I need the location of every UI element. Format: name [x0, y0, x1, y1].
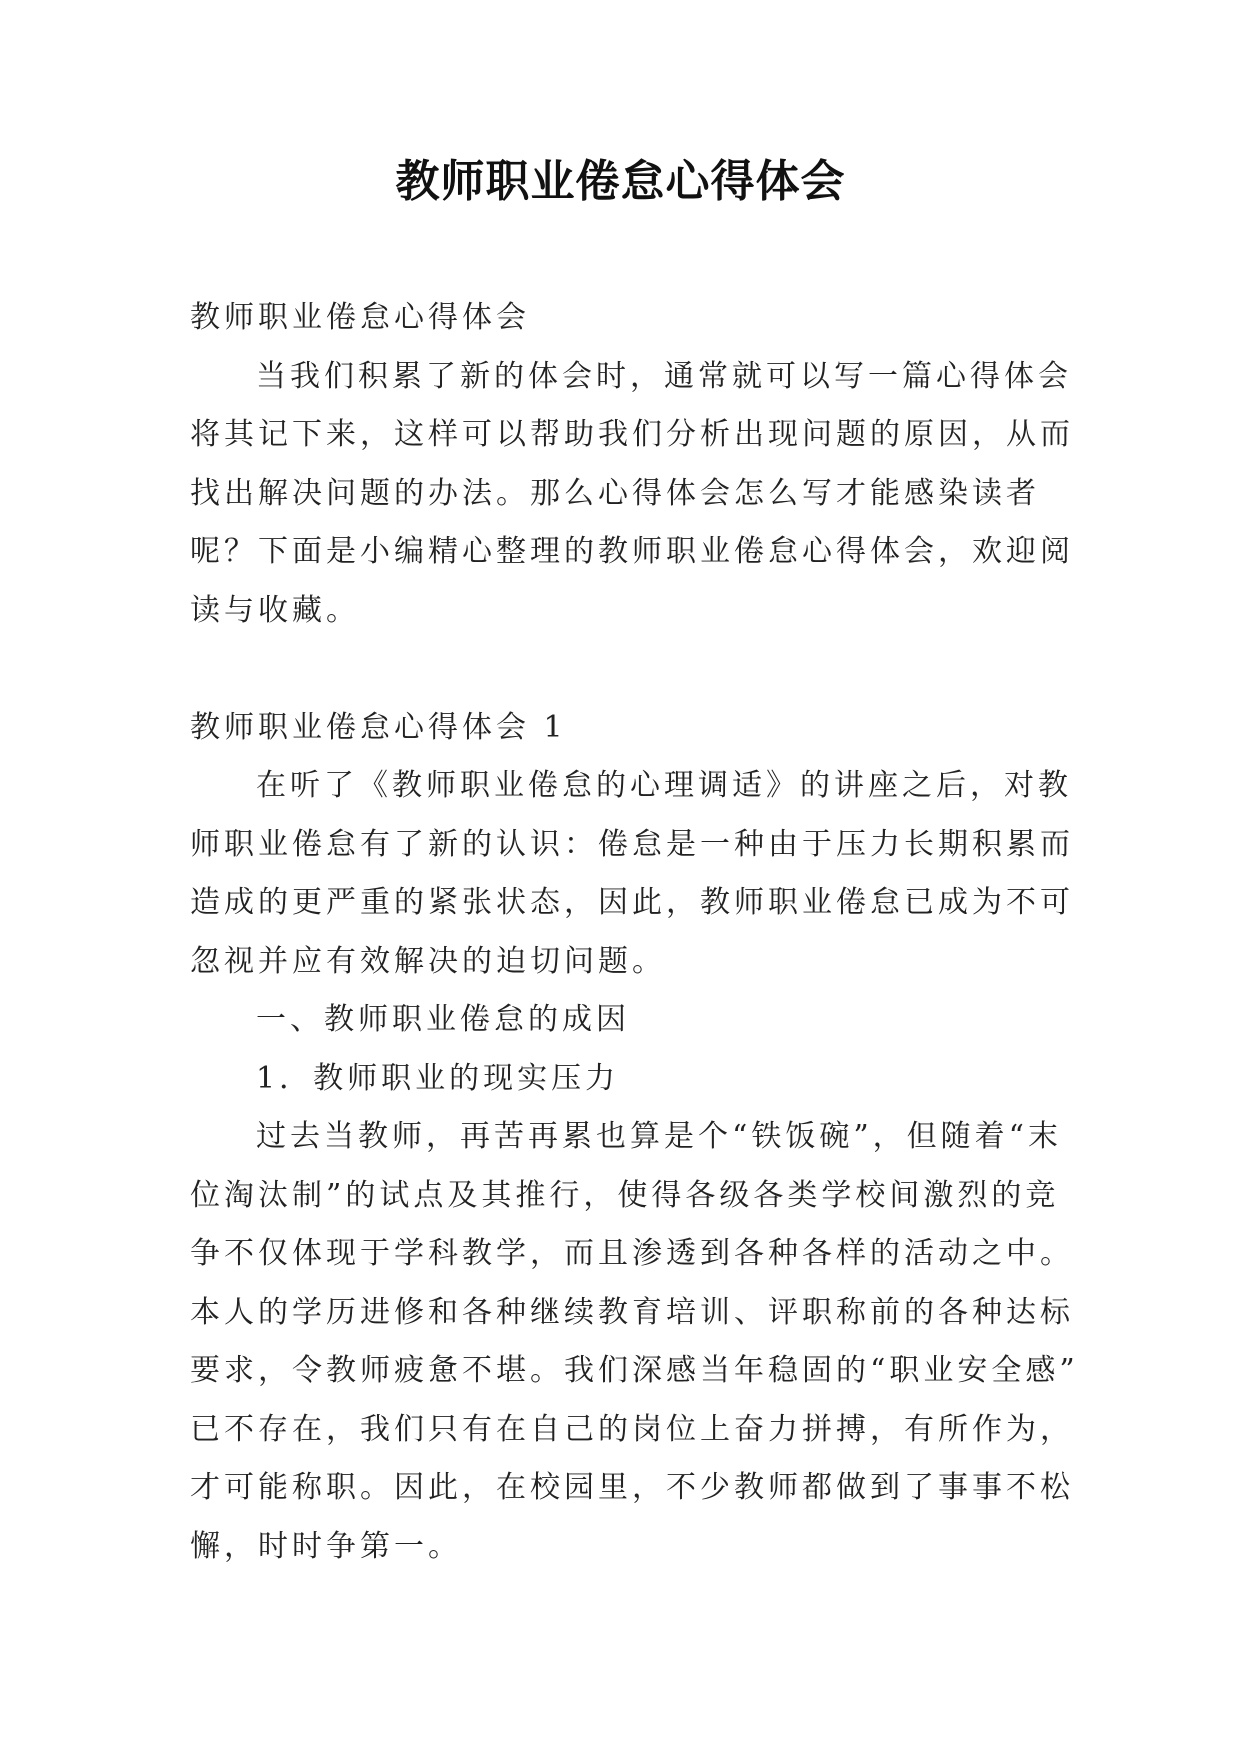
- intro-line: 呢？下面是小编精心整理的教师职业倦怠心得体会，欢迎阅: [190, 534, 1074, 569]
- para1-line: 造成的更严重的紧张状态，因此，教师职业倦怠已成为不可: [190, 885, 1074, 920]
- para2-line: 已不存在，我们只有在自己的岗位上奋力拼搏，有所作为，: [190, 1411, 1074, 1447]
- section1-heading: 教师职业倦怠心得体会 1: [190, 709, 567, 745]
- section-gap: [190, 640, 1050, 699]
- para2-line: 争不仅体现于学科教学，而且渗透到各种各样的活动之中。: [190, 1236, 1074, 1271]
- subheading-pressure: 1．教师职业的现实压力: [256, 1060, 620, 1096]
- intro-line: 将其记下来，这样可以帮助我们分析出现问题的原因，从而: [190, 417, 1074, 452]
- intro-line: 当我们积累了新的体会时，通常就可以写一篇心得体会: [256, 358, 1072, 394]
- para1-line: 在听了《教师职业倦怠的心理调适》的讲座之后，对教: [256, 768, 1072, 803]
- para1-line: 师职业倦怠有了新的认识：倦怠是一种由于压力长期积累而: [190, 826, 1074, 862]
- intro-line: 找出解决问题的办法。那么心得体会怎么写才能感染读者: [190, 475, 1040, 511]
- para2-line: 本人的学历进修和各种继续教育培训、评职称前的各种达标: [190, 1294, 1074, 1330]
- para2-line: 位淘汰制”的试点及其推行，使得各级各类学校间激烈的竞: [190, 1177, 1060, 1213]
- para1-line: 忽视并应有效解决的迫切问题。: [190, 943, 666, 979]
- para2-line: 过去当教师，再苦再累也算是个“铁饭碗”，但随着“末: [256, 1119, 1063, 1154]
- document-body: [190, 289, 1079, 1576]
- subheading-causes: 一、教师职业倦怠的成因: [256, 1002, 630, 1037]
- intro-line: 读与收藏。: [190, 592, 360, 628]
- para2-line: 要求，令教师疲惫不堪。我们深感当年稳固的“职业安全感”: [190, 1353, 1079, 1388]
- intro-heading: 教师职业倦怠心得体会: [190, 300, 530, 335]
- document-title: 教师职业倦怠心得体会: [395, 156, 846, 207]
- para2-line: 懈，时时争第一。: [190, 1528, 462, 1564]
- para2-line: 才可能称职。因此，在校园里，不少教师都做到了事事不松: [190, 1470, 1074, 1505]
